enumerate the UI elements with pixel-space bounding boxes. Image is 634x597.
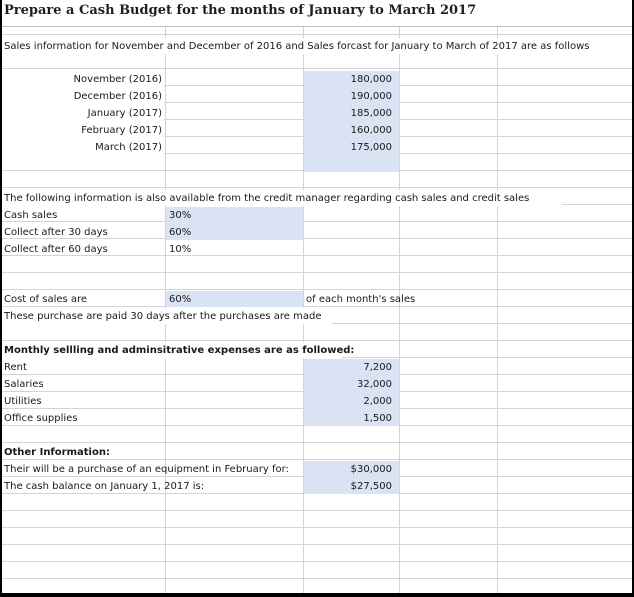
other-value[interactable]: $30,000	[350, 464, 392, 475]
sales-value[interactable]: 185,000	[350, 108, 392, 119]
expense-label[interactable]: Rent	[4, 362, 27, 373]
sales-value[interactable]: 190,000	[350, 91, 392, 102]
collection-value[interactable]: 60%	[169, 227, 192, 238]
sheet-title[interactable]: Prepare a Cash Budget for the months of January to March 2017	[4, 3, 477, 18]
sales-value[interactable]: 175,000	[350, 142, 392, 153]
collection-value[interactable]: 10%	[169, 244, 192, 255]
cost-of-sales-value[interactable]: 60%	[169, 294, 192, 305]
collection-label[interactable]: Collect after 60 days	[4, 244, 108, 255]
column-divider	[497, 0, 498, 597]
expense-value[interactable]: 7,200	[363, 362, 392, 373]
credit-intro-text[interactable]: The following information is also available from the credit manager regarding cash sales and credit sales	[4, 193, 530, 204]
expense-label[interactable]: Office supplies	[4, 413, 78, 424]
cost-of-sales-suffix[interactable]: of each month's sales	[306, 294, 416, 305]
collection-value[interactable]: 30%	[169, 210, 192, 221]
sheet-border-left	[0, 0, 2, 597]
other-value[interactable]: $27,500	[350, 481, 392, 492]
sales-value[interactable]: 180,000	[350, 74, 392, 85]
other-label[interactable]: The cash balance on January 1, 2017 is:	[4, 481, 205, 492]
expenses-heading[interactable]: Monthly sellling and adminsitrative expenses are as followed:	[4, 345, 355, 356]
expense-value[interactable]: 32,000	[357, 379, 392, 390]
expense-value[interactable]: 1,500	[363, 413, 392, 424]
collection-label[interactable]: Cash sales	[4, 210, 58, 221]
sales-label[interactable]: November (2016)	[73, 74, 162, 85]
sales-label[interactable]: December (2016)	[73, 91, 162, 102]
intro-text[interactable]: Sales information for November and December of 2016 and Sales forcast for January to March of 2017 are as follows	[4, 41, 590, 52]
sheet-border-bottom	[0, 593, 634, 597]
title-row	[0, 0, 634, 27]
sales-label[interactable]: February (2017)	[81, 125, 162, 136]
collection-label[interactable]: Collect after 30 days	[4, 227, 108, 238]
purchase-note[interactable]: These purchase are paid 30 days after the purchases are made	[4, 311, 322, 322]
other-heading[interactable]: Other Information:	[4, 447, 110, 458]
expense-label[interactable]: Salaries	[4, 379, 44, 390]
sales-label[interactable]: March (2017)	[95, 142, 162, 153]
other-label[interactable]: Their will be a purchase of an equipment in February for:	[4, 464, 289, 475]
sales-value[interactable]: 160,000	[350, 125, 392, 136]
expense-label[interactable]: Utilities	[4, 396, 42, 407]
expense-value[interactable]: 2,000	[363, 396, 392, 407]
cost-of-sales-label[interactable]: Cost of sales are	[4, 294, 88, 305]
sales-label[interactable]: January (2017)	[87, 108, 162, 119]
